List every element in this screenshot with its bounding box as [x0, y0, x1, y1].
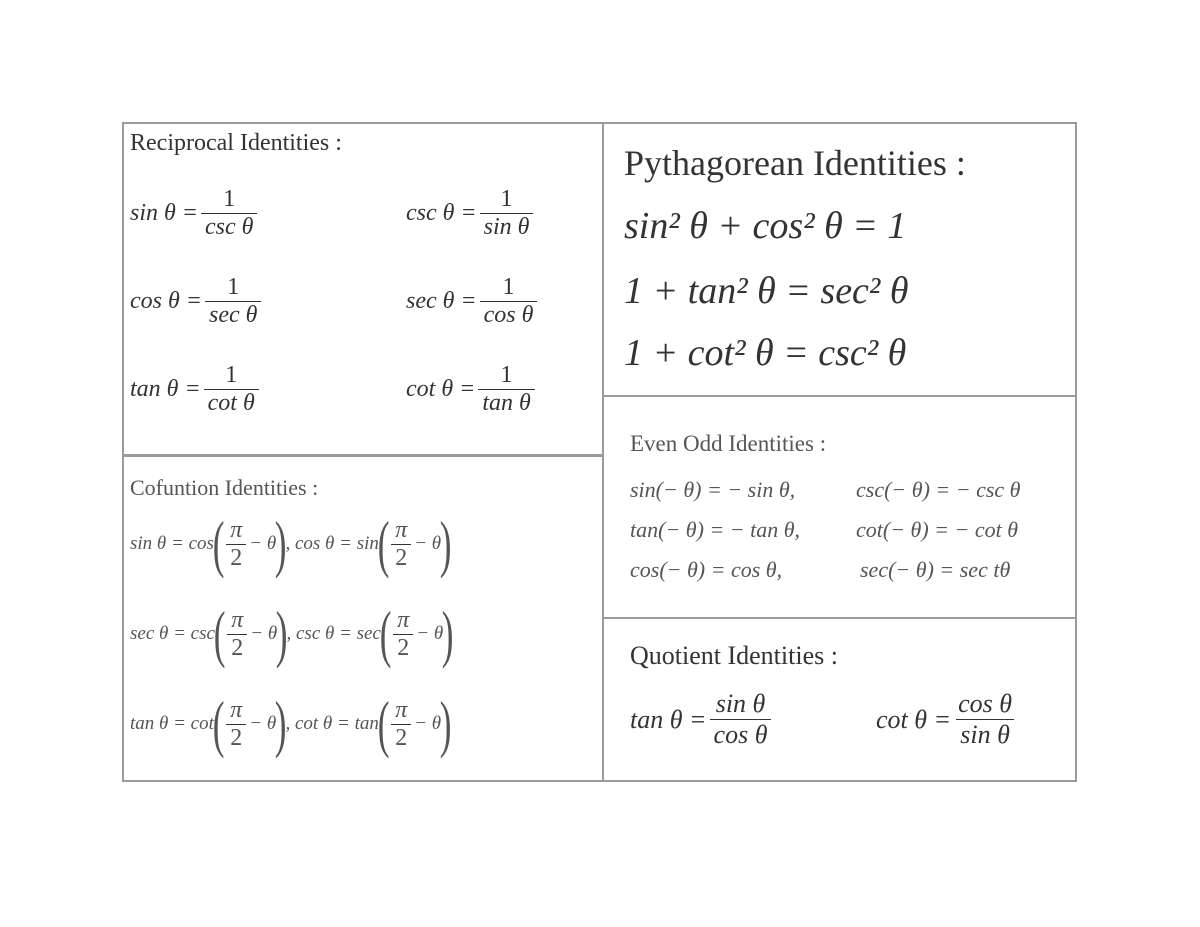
numerator: π [231, 606, 244, 633]
minus-theta: − θ [249, 533, 277, 554]
denominator: cot θ [204, 389, 259, 417]
pythagorean-section [604, 124, 1075, 395]
pythagorean-heading: Pythagorean Identities : [624, 143, 966, 183]
reciprocal-section [124, 124, 602, 454]
pythagorean-line: 1 + cot² θ = csc² θ [624, 332, 907, 374]
quotient-lhs: tan θ = [630, 704, 707, 734]
pi-over-two [227, 607, 247, 662]
even-odd-a: sin(− θ) = − sin θ, [630, 477, 796, 502]
cofunction-row [130, 598, 454, 669]
even-odd-b: csc(− θ) = − csc θ [856, 477, 1021, 502]
numerator: 1 [500, 362, 513, 388]
denominator: 2 [226, 544, 246, 572]
reciprocal-lhs: csc θ = [406, 200, 477, 226]
numerator: 1 [227, 274, 240, 300]
reciprocal-sin [130, 186, 260, 241]
quotient-fraction [710, 689, 772, 750]
paren-left: ( [377, 508, 390, 579]
cofunction-lhs-a: tan θ = cot [130, 713, 214, 734]
pythagorean-line: sin² θ + cos² θ = 1 [624, 205, 907, 247]
cofunction-section [124, 457, 602, 780]
cofunction-lhs-a: sin θ = cos [130, 533, 214, 554]
even-odd-heading: Even Odd Identities : [630, 431, 827, 456]
numerator: π [395, 696, 408, 723]
quotient-tan [630, 689, 774, 750]
quotient-cot [876, 689, 1019, 750]
denominator: 2 [393, 634, 413, 662]
quotient-section [604, 619, 1075, 780]
reciprocal-lhs: tan θ = [130, 376, 201, 402]
minus-theta: − θ [250, 623, 278, 644]
denominator: 2 [391, 724, 411, 752]
reciprocal-lhs: sin θ = [130, 200, 198, 226]
identities-sheet [122, 122, 1077, 782]
reciprocal-lhs: sec θ = [406, 288, 477, 314]
numerator: 1 [225, 362, 238, 388]
reciprocal-csc [406, 186, 536, 241]
even-odd-b: cot(− θ) = − cot θ [856, 517, 1019, 542]
reciprocal-cos [130, 274, 264, 329]
paren-right: ) [275, 598, 288, 669]
numerator: cos θ [958, 689, 1013, 718]
numerator: π [397, 606, 410, 633]
minus-theta: − θ [414, 533, 442, 554]
even-odd-section [604, 397, 1075, 617]
even-odd-a: cos(− θ) = cos θ, [630, 557, 783, 582]
reciprocal-fraction [204, 362, 259, 417]
paren-left: ( [212, 688, 225, 759]
denominator: csc θ [201, 213, 257, 241]
paren-right: ) [439, 688, 452, 759]
pi-over-two [226, 517, 246, 572]
minus-theta: − θ [249, 713, 277, 734]
cofunction-heading: Cofuntion Identities : [130, 475, 319, 500]
reciprocal-heading: Reciprocal Identities : [130, 130, 342, 156]
denominator: 2 [227, 634, 247, 662]
numerator: π [230, 516, 243, 543]
paren-left: ( [212, 508, 225, 579]
cofunction-row [130, 688, 452, 759]
paren-right: ) [274, 688, 287, 759]
pi-over-two [391, 517, 411, 572]
reciprocal-tan [130, 362, 262, 417]
quotient-heading: Quotient Identities : [630, 641, 838, 670]
numerator: π [230, 696, 243, 723]
pi-over-two [391, 697, 411, 752]
paren-right: ) [441, 598, 454, 669]
cofunction-lhs-a: sec θ = csc [130, 623, 215, 644]
reciprocal-fraction [205, 274, 261, 329]
numerator: 1 [223, 186, 236, 212]
reciprocal-lhs: cos θ = [130, 288, 202, 314]
paren-left: ( [379, 598, 392, 669]
reciprocal-fraction [480, 186, 534, 241]
paren-left: ( [213, 598, 226, 669]
even-odd-a: tan(− θ) = − tan θ, [630, 517, 801, 542]
denominator: sin θ [956, 719, 1014, 750]
minus-theta: − θ [416, 623, 444, 644]
cofunction-lhs-b: , cos θ = sin [285, 533, 379, 554]
pi-over-two [393, 607, 413, 662]
numerator: 1 [502, 274, 515, 300]
denominator: sec θ [205, 301, 261, 329]
pythagorean-line: 1 + tan² θ = sec² θ [624, 270, 909, 312]
even-odd-b: sec(− θ) = sec tθ [860, 557, 1011, 582]
reciprocal-cot [406, 362, 538, 417]
reciprocal-fraction [201, 186, 257, 241]
quotient-fraction [954, 689, 1016, 750]
reciprocal-fraction [480, 274, 538, 329]
denominator: sin θ [480, 213, 534, 241]
quotient-lhs: cot θ = [876, 704, 952, 734]
cofunction-lhs-b: , csc θ = sec [286, 623, 381, 644]
numerator: π [395, 516, 408, 543]
reciprocal-lhs: cot θ = [406, 376, 476, 402]
minus-theta: − θ [414, 713, 442, 734]
numerator: sin θ [715, 689, 766, 718]
pi-over-two [226, 697, 246, 752]
cofunction-lhs-b: , cot θ = tan [285, 713, 379, 734]
denominator: cos θ [710, 719, 772, 750]
reciprocal-sec [406, 274, 540, 329]
denominator: 2 [391, 544, 411, 572]
paren-right: ) [274, 508, 287, 579]
cofunction-row [130, 508, 452, 579]
paren-right: ) [439, 508, 452, 579]
paren-left: ( [377, 688, 390, 759]
numerator: 1 [500, 186, 513, 212]
denominator: 2 [226, 724, 246, 752]
denominator: tan θ [478, 389, 534, 417]
denominator: cos θ [480, 301, 538, 329]
reciprocal-fraction [478, 362, 534, 417]
